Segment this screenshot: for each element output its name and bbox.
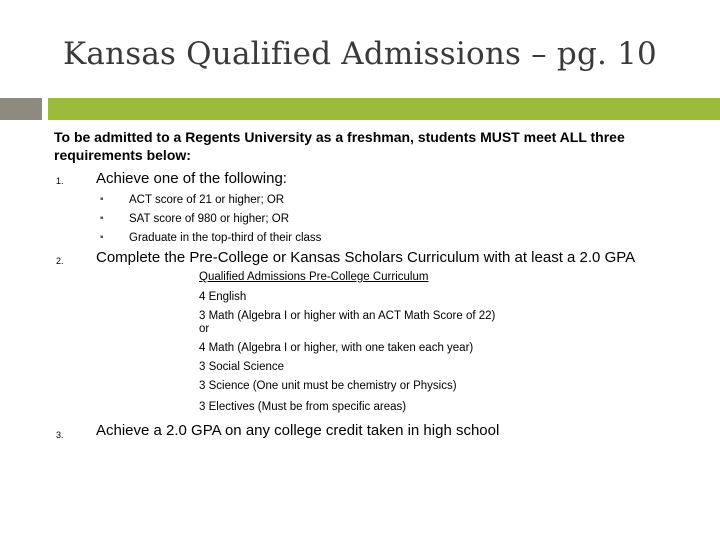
curriculum-line: 3 Science (One unit must be chemistry or Physics) bbox=[199, 380, 457, 392]
bullet-icon: ▪ bbox=[100, 232, 104, 243]
curriculum-line: 4 Math (Algebra I or higher, with one taken each year) bbox=[199, 342, 474, 354]
curriculum-line: 4 English bbox=[199, 291, 247, 303]
item-text-3: Achieve a 2.0 GPA on any college credit taken in high school bbox=[96, 422, 500, 439]
intro-text: To be admitted to a Regents University as a freshman, students MUST meet ALL three requirements below: bbox=[54, 129, 625, 163]
bullet-icon: ▪ bbox=[100, 213, 104, 224]
accent-bar-green bbox=[48, 98, 720, 120]
curriculum-line: or bbox=[199, 323, 210, 335]
curriculum-heading: Qualified Admissions Pre-College Curriculum bbox=[199, 271, 429, 283]
item-text-1: Achieve one of the following: bbox=[96, 170, 287, 187]
slide-title: Kansas Qualified Admissions – pg. 10 bbox=[63, 36, 657, 72]
curriculum-line: 3 Math (Algebra I or higher with an ACT Math Score of 22) bbox=[199, 310, 496, 322]
bullet-text: SAT score of 980 or higher; OR bbox=[129, 213, 290, 225]
bullet-text: ACT score of 21 or higher; OR bbox=[129, 194, 285, 206]
accent-bar-gray bbox=[0, 98, 42, 120]
item-text-2: Complete the Pre-College or Kansas Scholars Curriculum with at least a 2.0 GPA bbox=[96, 249, 636, 266]
curriculum-line: 3 Electives (Must be from specific areas) bbox=[199, 401, 407, 413]
item-number-2: 2. bbox=[56, 256, 64, 266]
curriculum-line: 3 Social Science bbox=[199, 361, 285, 373]
bullet-icon: ▪ bbox=[100, 194, 104, 205]
bullet-text: Graduate in the top-third of their class bbox=[129, 232, 322, 244]
item-number-3: 3. bbox=[56, 430, 64, 440]
item-number-1: 1. bbox=[56, 176, 64, 186]
